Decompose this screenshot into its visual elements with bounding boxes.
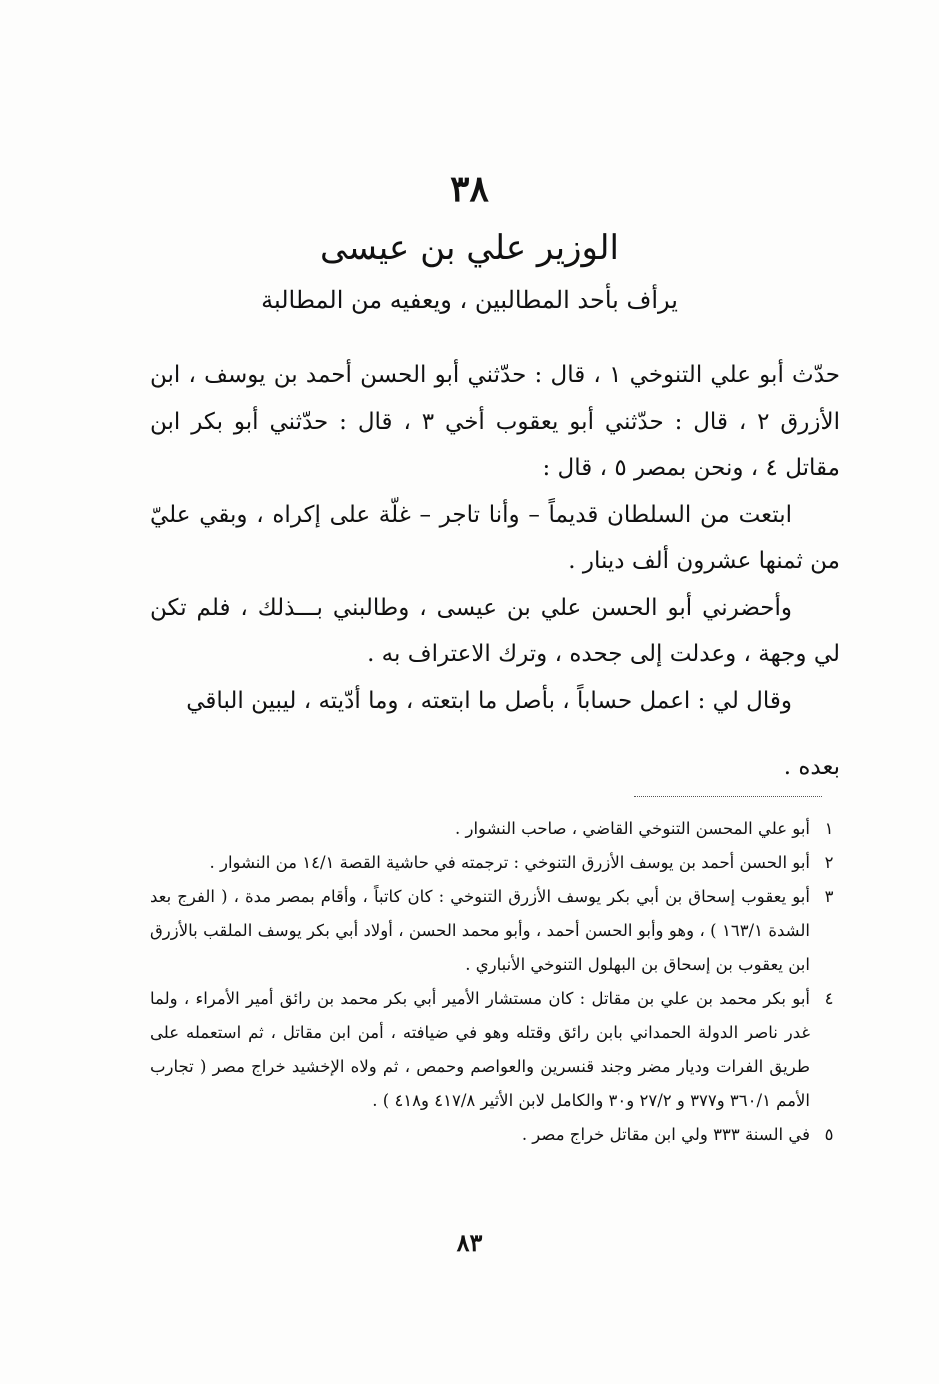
chapter-number: ٣٨ xyxy=(450,168,489,210)
paragraph: وأحضرني أبو الحسن علي بن عيسى ، وطالبني بـــذلك ، فلم تكن لي وجهة ، وعدلت إلى جحده ، وترك الاعتراف به . xyxy=(150,594,840,667)
paragraph-end: بعده . xyxy=(783,754,840,780)
footnote xyxy=(150,846,840,880)
paragraph: ابتعت من السلطان قديماً – وأنا تاجر – غلّة على إكراه ، وبقي عليّ من ثمنها عشرون ألف دينار . xyxy=(150,501,840,574)
page-number: ٨٣ xyxy=(456,1228,483,1257)
footnote-number: ٣ xyxy=(824,887,834,906)
footnotes xyxy=(150,812,840,1152)
footnote-text: في السنة ٣٣٣ ولي ابن مقاتل خراج مصر . xyxy=(521,1125,810,1144)
footnote-separator xyxy=(634,796,822,797)
footnote-number: ٢ xyxy=(824,853,834,872)
paragraph: وقال لي : اعمل حساباً ، بأصل ما ابتعته ، وما أدّيته ، ليبين الباقي xyxy=(186,687,792,714)
chapter-title: الوزير علي بن عيسى xyxy=(320,228,619,268)
main-text xyxy=(150,352,840,791)
footnote-text: أبو علي المحسن التنوخي القاضي ، صاحب النشوار . xyxy=(455,819,810,838)
footnote-number: ٥ xyxy=(824,1125,834,1144)
footnote xyxy=(150,812,840,846)
footnote-text: أبو بكر محمد بن علي بن مقاتل : كان مستشار الأمير أبي بكر محمد بن رائق أمير الأمراء ، ولما غدر ناصر الدولة الحمداني بابن رائق وقتله وهو في ضيافته ، أمن ابن مقاتل ، ثم استعمله على طريق الفرات وديار مضر وجند قنسرين والعواصم وحمص ، ثم ولاه الإخشيد خراج مصر ( تجارب الأمم ٣٦٠/١ و٣٧٧ و ٢٧/٢ و٣٠ والكامل لابن الأثير ٤١٧/٨ و٤١٨ ) . xyxy=(150,989,810,1110)
footnote xyxy=(150,880,840,982)
footnote-text: أبو الحسن أحمد بن يوسف الأزرق التنوخي : ترجمته في حاشية القصة ١٤/١ من النشوار . xyxy=(209,853,810,872)
footnote-text: أبو يعقوب إسحاق بن أبي بكر يوسف الأزرق التنوخي : كان كاتباً ، وأقام بمصر مدة ، ( الفرج بعد الشدة ١٦٣/١ ) ، وهو وأبو الحسن أحمد ، وأبو محمد الحسن ، أولاد أبي بكر يوسف الملقب بالأزرق ابن يعقوب بن إسحاق بن البهلول التنوخي الأنباري . xyxy=(150,887,810,974)
footnote xyxy=(150,982,840,1118)
chapter-subtitle: يرأف بأحد المطالبين ، ويعفيه من المطالبة xyxy=(261,286,678,314)
footnote xyxy=(150,1118,840,1152)
paragraph: حدّث أبو علي التنوخي ١ ، قال : حدّثني أبو الحسن أحمد بن يوسف ، ابن الأزرق ٢ ، قال : حدّثني أبو يعقوب أخي ٣ ، قال : حدّثني أبو بكر ابن مقاتل ٤ ، ونحن بمصر ٥ ، قال : xyxy=(150,362,841,481)
footnote-number: ٤ xyxy=(824,989,834,1008)
footnote-number: ١ xyxy=(824,819,834,838)
